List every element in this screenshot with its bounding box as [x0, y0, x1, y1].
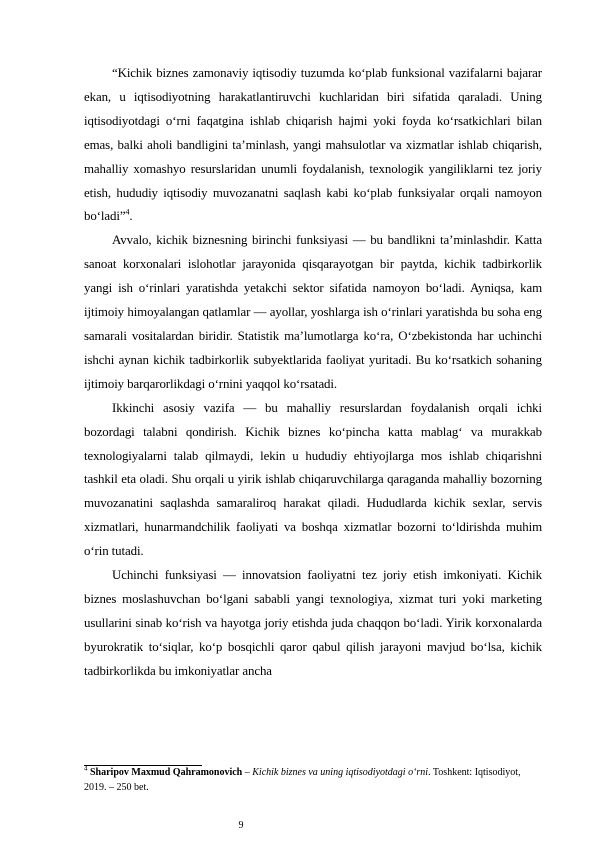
page-number: 9	[238, 820, 244, 831]
footnote-publication: . Toshkent: Iqtisodiyot, 2019. – 250 bet.	[84, 767, 521, 793]
footnote-title: Kichik biznes va uning iqtisodiyotdagi o‘rni	[252, 767, 429, 778]
paragraph-1	[84, 62, 542, 229]
paragraph-3: Ikkinchi asosiy vazifa — bu mahalliy resurslardan foydalanish orqali ichki bozordagi talabni qondirish. Kichik biznes ko‘pincha katta mablag‘ va murakkab texnologiyalarni talab qilmaydi, lekin u hududiy ehtiyojlarga mos ishlab chiqarishni tashkil eta oladi. Shu orqali u yirik ishlab chiqaruvchilarga qaraganda mahalliy bozorning muvozanatini saqlashda samaraliroq harakat qiladi. Hududlarda kichik sexlar, servis xizmatlari, hunarmandchilik faoliyati va boshqa xizmatlar bozorni to‘ldirishda muhim o‘rin tutadi.	[84, 400, 542, 559]
footnote-author: Sharipov Maxmud Qahramonovich	[90, 767, 243, 778]
footnote	[84, 766, 542, 795]
paragraph-1-text: “Kichik biznes zamonaviy iqtisodiy tuzumda ko‘plab funksional vazifalarni bajarar ekan, u iqtisodiyotning harakatlantiruvchi kuchlaridan biri sifatida qaraladi. Uning iqtisodiyotdagi o‘rni faqatgina ishlab chiqarish hajmi yoki foyda ko‘rsatkichlari bilan emas, balki aholi bandligini ta’minlash, yangi mahsulotlar va xizmatlar ishlab chiqarish, mahalliy xomashyo resurslaridan unumli foydalanish, texnologik yangiliklarni tez joriy etish, hududiy iqtisodiy muvozanatni saqlash kabi ko‘plab funksiyalar orqali namoyon bo‘ladi”	[84, 66, 542, 224]
footnote-mark: 4	[84, 764, 88, 773]
paragraph-2: Avvalo, kichik biznesning birinchi funksiyasi — bu bandlikni ta’minlashdir. Katta sanoat korxonalari islohotlar jarayonida qisqarayotgan bir paytda, kichik tadbirkorlik yangi ish o‘rinlari yaratishda yetakchi sektor sifatida namoyon bo‘ladi. Ayniqsa, kam ijtimoiy himoyalangan qatlamlar — ayollar, yoshlarga ish o‘rinlari yaratishda bu soha eng samarali vositalardan biridir. Statistik ma’lumotlarga ko‘ra, O‘zbekistonda har uchinchi ishchi aynan kichik tadbirkorlik subyektlarida faoliyat yuritadi. Bu ko‘rsatkich sohaning ijtimoiy barqarorlikdagi o‘rnini yaqqol ko‘rsatadi.	[84, 233, 542, 391]
paragraph-1-end: .	[129, 209, 133, 224]
footnote-separator: –	[242, 767, 253, 778]
footnote-reference[interactable]: 4	[125, 208, 130, 218]
paragraph-4: Uchinchi funksiyasi — innovatsion faoliyatni tez joriy etish imkoniyati. Kichik biznes moslashuvchan bo‘lgani sababli yangi texnologiya, xizmat turi yoki marketing usullarini sinab ko‘rish va hayotga joriy etishda juda chaqqon bo‘ladi. Yirik korxonalarda byurokratik to‘siqlar, ko‘p bosqichli qaror qabul qilish jarayoni mavjud bo‘lsa, kichik tadbirkorlikda bu imkoniyatlar ancha	[84, 568, 542, 678]
document-body	[84, 62, 542, 684]
